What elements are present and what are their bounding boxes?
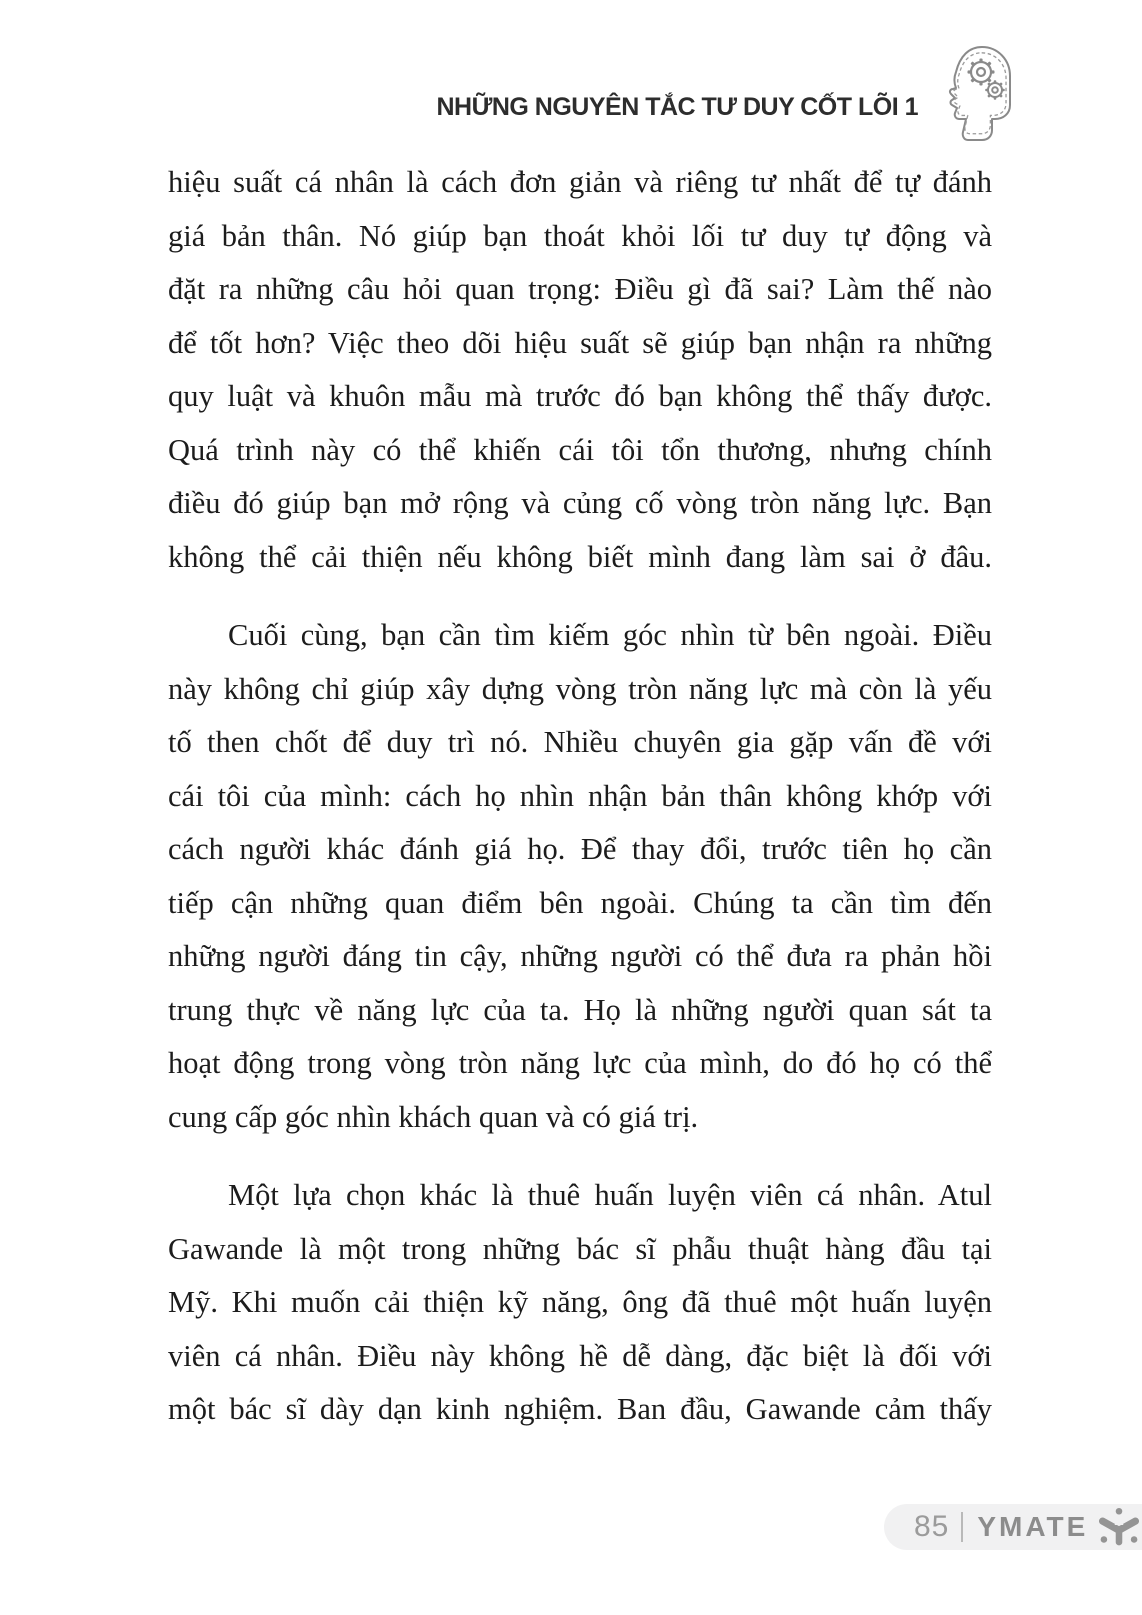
text-line: đặt ra những câu hỏi quan trọng: Điều gì đã sai? Làm thế nào	[168, 272, 992, 306]
paragraph	[168, 609, 992, 1144]
text-line: để tốt hơn? Việc theo dõi hiệu suất sẽ giúp bạn nhận ra những	[168, 325, 992, 360]
text-line: giá bản thân. Nó giúp bạn thoát khỏi lối tư duy tự động và	[168, 218, 992, 253]
text-line: Cuối cùng, bạn cần tìm kiếm góc nhìn từ bên ngoài. Điều	[228, 618, 992, 652]
text-line: Mỹ. Khi muốn cải thiện kỹ năng, ông đã thuê một huấn luyện	[168, 1285, 992, 1319]
text-line: viên cá nhân. Điều này không hề dễ dàng, đặc biệt là đối với	[168, 1338, 992, 1373]
text-line: không thể cải thiện nếu không biết mình đang làm sai ở đâu.	[168, 539, 992, 574]
text-line: cách người khác đánh giá họ. Để thay đổi, trước tiên họ cần	[168, 832, 992, 866]
paragraph	[168, 1169, 992, 1437]
text-line: cung cấp góc nhìn khách quan và có giá trị.	[168, 1099, 699, 1134]
paragraph	[168, 156, 992, 584]
gear-icon	[968, 59, 995, 86]
text-line: Một lựa chọn khác là thuê huấn luyện viên cá nhân. Atul	[228, 1178, 992, 1212]
publisher-brand: YMATE	[977, 1511, 1089, 1542]
text-line: điều đó giúp bạn mở rộng và củng cố vòng tròn năng lực. Bạn	[168, 486, 992, 520]
running-head-title: NHỮNG NGUYÊN TẮC TƯ DUY CỐT LÕI 1	[436, 93, 918, 121]
text-line: một bác sĩ dày dạn kinh nghiệm. Ban đầu, Gawande cảm thấy	[168, 1392, 992, 1426]
gear-icon	[985, 80, 1005, 100]
text-line: Quá trình này có thể khiến cái tôi tổn thương, nhưng chính	[168, 432, 992, 467]
page-body	[168, 156, 992, 1437]
text-line: tố then chốt để duy trì nó. Nhiều chuyên gia gặp vấn đề với	[168, 725, 992, 759]
text-line: này không chỉ giúp xây dựng vòng tròn năng lực mà còn là yếu	[168, 671, 992, 706]
page-number: 85	[914, 1510, 950, 1543]
text-line: hoạt động trong vòng tròn năng lực của mình, do đó họ có thể	[168, 1046, 992, 1080]
text-line: tiếp cận những quan điểm bên ngoài. Chúng ta cần tìm đến	[168, 885, 992, 920]
text-line: trung thực về năng lực của ta. Họ là những người quan sát ta	[168, 992, 992, 1027]
footer-divider	[961, 1512, 963, 1542]
text-line: những người đáng tin cậy, những người có thể đưa ra phản hồi	[168, 939, 992, 973]
text-line: Gawande là một trong những bác sĩ phẫu thuật hàng đầu tại	[168, 1231, 992, 1266]
text-line: hiệu suất cá nhân là cách đơn giản và riêng tư nhất để tự đánh	[168, 165, 992, 199]
text-line: quy luật và khuôn mẫu mà trước đó bạn không thể thấy được.	[168, 379, 992, 413]
text-line: cái tôi của mình: cách họ nhìn nhận bản thân không khớp với	[168, 778, 992, 813]
footer-page-badge	[884, 1504, 1142, 1550]
ymate-logo-icon	[1098, 1506, 1140, 1548]
head-with-gears-icon	[944, 44, 1016, 144]
